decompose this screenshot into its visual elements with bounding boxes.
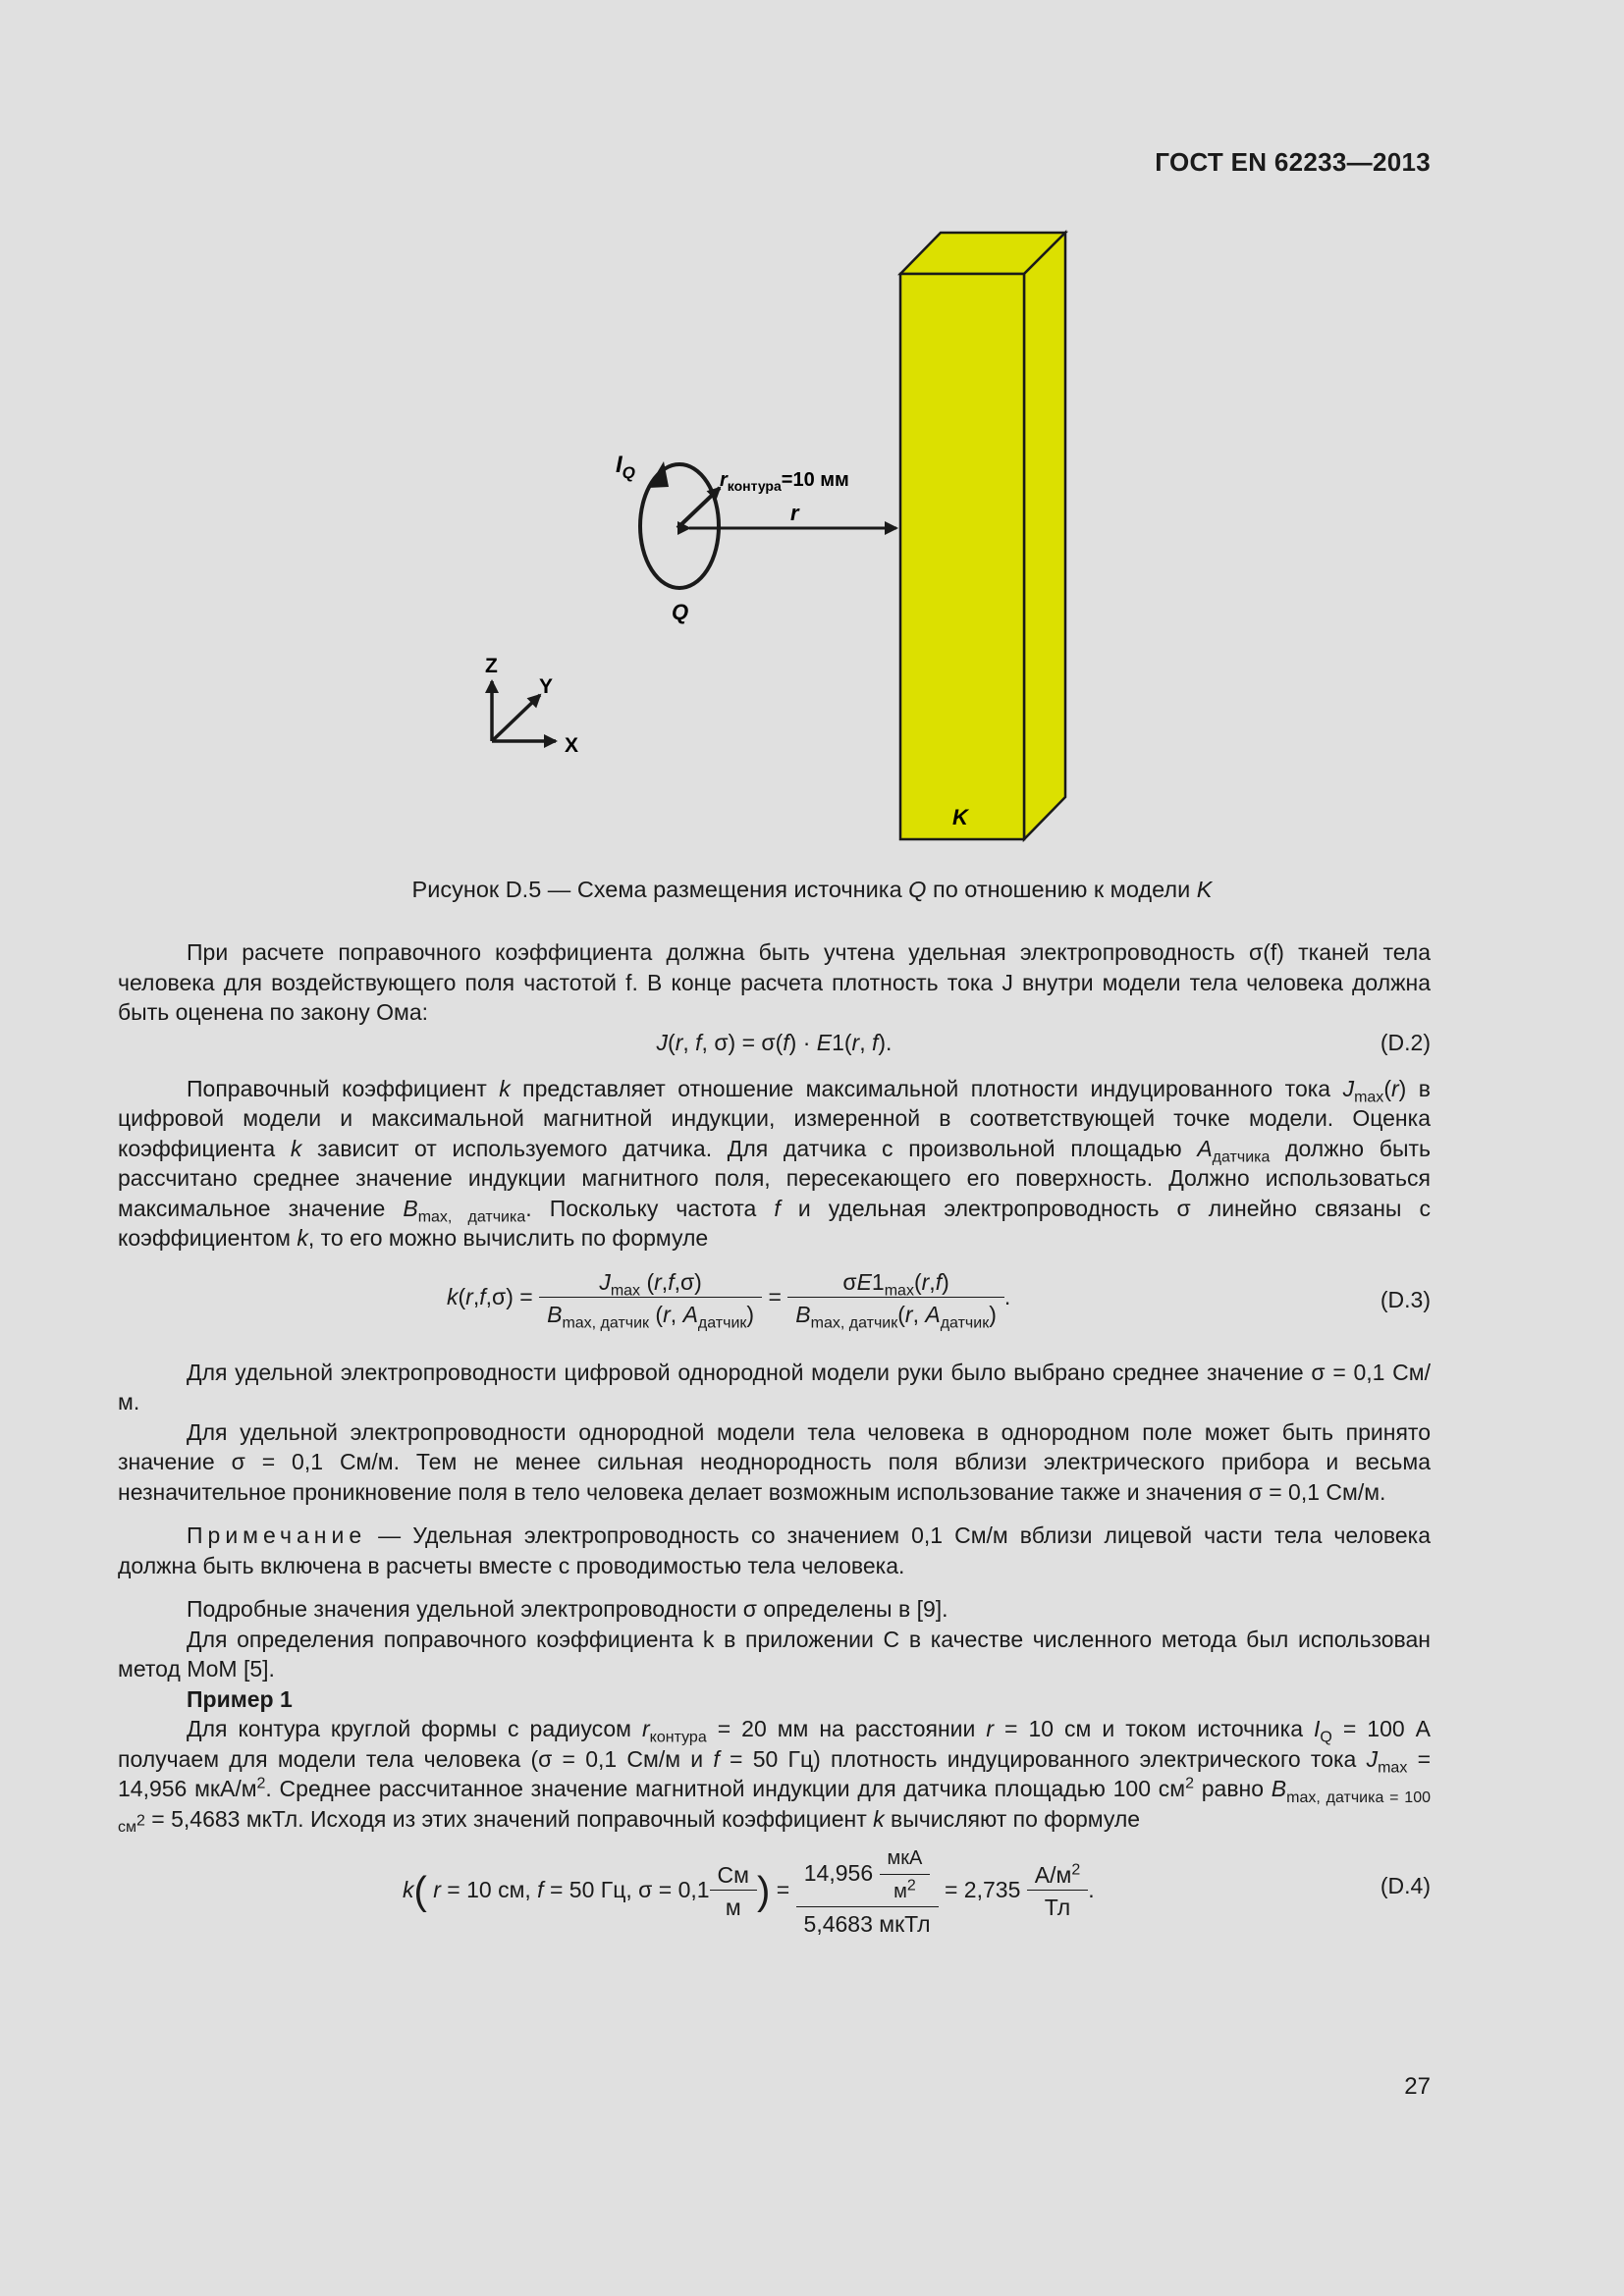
- figure-d5-diagram: [0, 0, 1624, 883]
- equation-d3-number: (D.3): [1380, 1286, 1431, 1312]
- model-k-side-face: [1024, 233, 1065, 839]
- paragraph-3: Для удельной электропроводности цифровой однородной модели руки было выбрано среднее значение σ = 0,1 См/м.: [118, 1359, 1431, 1415]
- equation-d4: k( r = 10 см, f = 50 Гц, σ = 0,1 $\frac{См}{м}$ ) = 14,956 $\frac{\text{мкА}}{м^2}$ 5,4683 мкТл = 2,735 $\frac{А/м^2}{Тл}$ . (D.4): [118, 1838, 1431, 1936]
- document-header: ГОСТ EN 62233—2013: [1155, 147, 1431, 177]
- label-r-contour: r: [720, 469, 728, 491]
- svg-text:rконтура=10 мм: [720, 469, 849, 494]
- example-text: Для контура круглой формы с радиусом $r_{контура} = 20$ мм на расстоянии r = 10 см и током источника $I_Q = 100$ А получаем для модели тела человека (σ = 0,1 См/м и f = 50 Гц) плотность индуцированного электрического тока $J_{max} = 14,956$ мкА/$м^2$. Среднее рассчитанное значение магнитной индукции для датчика площадью 100 $см^2$ равно $B_{max, датчика = 100 см^2} = 5,4683$ мкТл. Исходя из этих значений поправочный коэффициент k вычисляют по формуле: [118, 1716, 1432, 1837]
- equation-d2: J(r, f, σ) = σ(f) · E1(r, f). (D.2): [118, 1028, 1431, 1060]
- svg-text:IQ: [616, 452, 635, 482]
- equation-d3: k(r,f,σ) = $\frac{J_{max} (r,f,\sigma)}{B_{max, датчик} (r, A_{датчик})}$ = $\frac{\sigma E1_{max}(r,f)}{B_{max, датчик}(r, A_{датчик})}$ . (D.3): [447, 1268, 1431, 1332]
- label-iq-sub: Q: [622, 463, 635, 482]
- page-number: 27: [1404, 2073, 1431, 2100]
- axis-y-label: Y: [539, 675, 554, 698]
- paragraph-1: При расчете поправочного коэффициента должна быть учтена удельная электропроводность σ(f) тканей тела человека для воздействующего поля частотой f. В конце расчета плотность тока J внутри модели тела человека должна быть оценена по закону Ома:: [118, 939, 1431, 1025]
- paragraph-2: Поправочный коэффициент k представляет отношение максимальной плотности индуцированного тока $J_{max}(r)$ в цифровой модели и максимальной магнитной индукции, измеренной в соответствующей точке модели. Оценка коэффициента k зависит от используемого датчика. Для датчика с произвольной площадью $A_{датчика}$ должно быть рассчитано среднее значение индукции магнитного поля, пересекающего его поверхность. Должно использоваться максимальное значение $B_{max, датчика}$. Поскольку частота f и удельная электропроводность σ линейно связаны с коэффициентом k, то его можно вычислить по формуле: [118, 1075, 1432, 1251]
- figure-d5: [0, 0, 1624, 883]
- label-k: K: [952, 805, 968, 829]
- loop-radius-arrow: [677, 488, 720, 528]
- equation-d4-number: (D.4): [1380, 1873, 1431, 1898]
- label-r: r: [790, 501, 799, 525]
- note: Примечание — Удельная электропроводность со значением 0,1 См/м вблизи лицевой части тела человека должна быть включена в расчеты вместе с проводимостью тела человека.: [118, 1522, 1431, 1578]
- model-k-front-face: [900, 274, 1024, 839]
- paragraph-5: Подробные значения удельной электропроводности σ определены в [9].: [187, 1596, 948, 1622]
- label-r-contour-sub: контура: [727, 478, 782, 494]
- paragraph-6: Для определения поправочного коэффициента k в приложении С в качестве численного метода был использован метод МоМ [5].: [118, 1626, 1431, 1682]
- label-iq: I: [616, 452, 623, 478]
- figure-caption: Рисунок D.5 — Схема размещения источника Q по отношению к модели K: [411, 877, 1213, 902]
- equation-d2-number: (D.2): [1380, 1029, 1431, 1055]
- example-title: Пример 1: [187, 1685, 293, 1712]
- label-r-contour-value: =10 мм: [781, 469, 849, 491]
- document-body: [118, 937, 1431, 1936]
- paragraph-4: Для удельной электропроводности однородной модели тела человека в однородном поле может быть принято значение σ = 0,1 См/м. Тем не менее сильная неоднородность поля вблизи электрического прибора и весьма незначительное проникновение поля в тело человека делает возможным использование также и значения σ = 0,1 См/м.: [118, 1418, 1431, 1505]
- axis-x-label: X: [565, 734, 579, 757]
- loop-current-arrow: [648, 461, 669, 488]
- label-q: Q: [672, 600, 689, 624]
- axis-z-label: Z: [485, 655, 498, 677]
